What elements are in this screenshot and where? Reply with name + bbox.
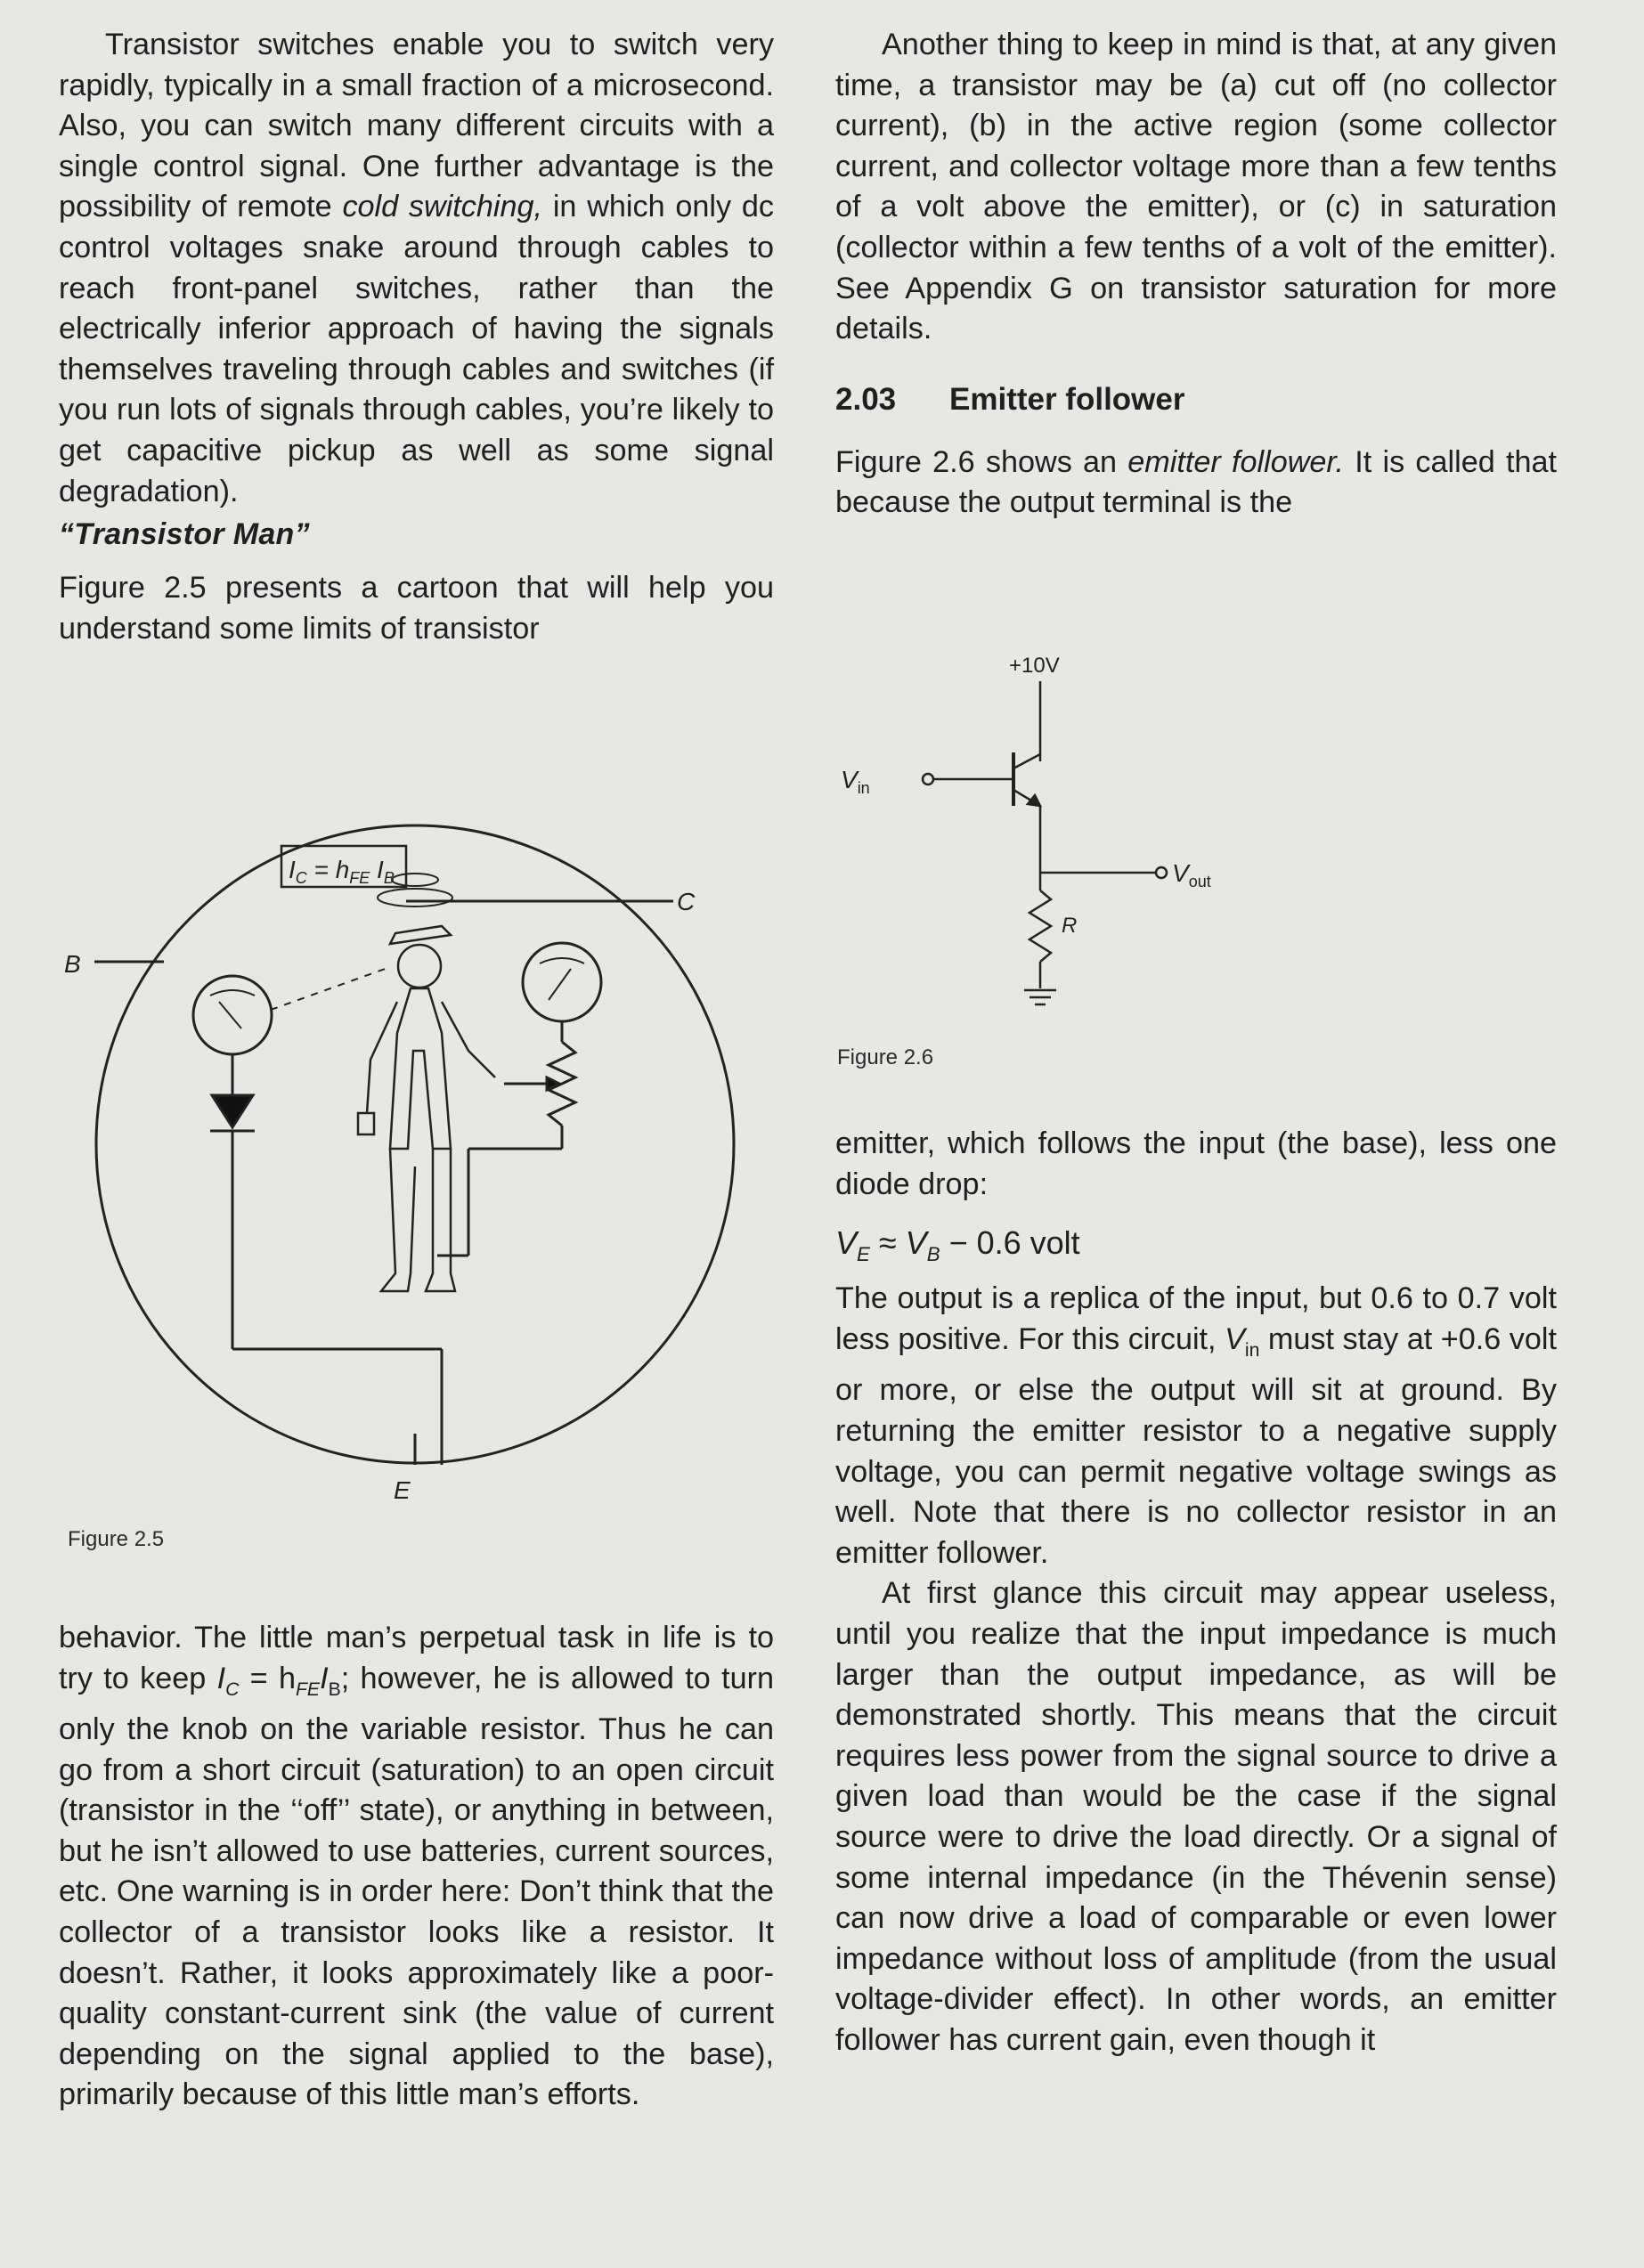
label-emitter: E	[394, 1476, 411, 1504]
paragraph-emitter-follows: emitter, which follows the input (the base), less one diode drop:	[835, 1126, 1557, 1201]
svg-text:Vout: $V_{out}$	[1172, 859, 1211, 890]
transistor-man	[358, 926, 495, 1291]
left-column-lower	[59, 1618, 774, 2116]
right-column-lower	[835, 1124, 1557, 2061]
figure-2-5-caption: Figure 2.5	[68, 1527, 165, 1551]
label-base: B	[64, 950, 81, 978]
diode-icon	[212, 1095, 253, 1127]
transistor-man-cartoon	[59, 810, 774, 1576]
figure-2-6-caption: Figure 2.6	[837, 1045, 934, 1069]
left-column	[59, 25, 774, 649]
resistor-label: R	[1062, 914, 1078, 938]
label-collector: C	[677, 888, 696, 915]
paragraph-figure-2-6-intro: Figure 2.6 shows an emitter follower. It is called that because the output terminal is the	[835, 444, 1558, 520]
svg-text:Vin: $V_{in}$	[841, 766, 870, 797]
svg-text:IC = hFE IB: $I_C = h_{FE}$ $I_B$	[289, 856, 395, 887]
paragraph-transistor-man-behavior: behavior. The little man’s perpetual task in life is to try to keep $I_C = h_{FE}I_B$; however, he is allowed to turn only the knob on the variable resistor. Thus he can go from a short circuit (saturation) to an open circuit (transistor in the ‘‘off’’ state), or anything in between, but he isn’t allowed to use batteries, current sources, etc. One warning is in order here: Don’t think that the collector of a transistor looks like a resistor. It doesn’t. Rather, it looks approximately like a poor-quality constant-current sink (the value of current depending on the signal applied to the base), primarily because of this little man’s efforts.	[59, 1621, 774, 2112]
paragraph-figure-2-5-intro: Figure 2.5 presents a cartoon that will help you understand some limits of transistor	[59, 571, 774, 646]
section-heading-emitter-follower: 2.03 Emitter follower	[835, 381, 1185, 417]
resistor-icon	[1030, 890, 1051, 962]
paragraph-output-replica: The output is a replica of the input, but 0.6 to 0.7 volt less positive. For this circuit, $V_{in}$ must stay at +0.6 volt or more, or else the output will sit at ground. By returning the emitter resistor to a negative supply voltage, you can permit negative voltage swings as well. Note that there is no collector resistor in an emitter follower.	[835, 1281, 1557, 1570]
paragraph-transistor-states: Another thing to keep in mind is that, at any given time, a transistor may be (a) cut off (no collector current), (b) in the active region (some collector current, and collector voltage more than a few tenths of a volt above the emitter), or (c) in saturation (collector within a few tenths of a volt of the emitter). See Appendix G on transistor saturation for more details.	[835, 28, 1557, 346]
equation-ve-vb: $V_E \approx V_B - 0.6$ volt	[835, 1224, 1080, 1266]
paragraph-first-glance: At first glance this circuit may appear useless, until you realize that the input impedance is much larger than the output impedance, as will be demonstrated shortly. This means that the circuit requires less power from the signal source to drive a given load than would be the case if the signal source were to drive the load directly. Or a signal of some internal impedance (in the Thévenin sense) can now drive a load of comparable or even lower impedance without loss of amplitude (from the usual voltage-divider effect). In other words, an emitter follower has current gain, even though it	[835, 1576, 1557, 2057]
supply-label: +10V	[1009, 654, 1060, 678]
runin-heading-transistor-man: “Transistor Man”	[59, 517, 310, 552]
figure-2-5	[59, 810, 774, 1576]
transistor-circle	[96, 825, 734, 1463]
paragraph-transistor-switches: Transistor switches enable you to switch very rapidly, typically in a small fraction of a microsecond. Also, you can switch many different circuits with a single control signal. One further advantage is the possibility of remote cold switching, in which only dc control voltages snake around through cables to reach front-panel switches, rather than the electrically inferior approach of having the signals themselves traveling through cables and switches (if you run lots of signals through cables, you’re likely to get capacitive pickup as well as some signal degradation).	[59, 28, 774, 508]
figure-2-6	[835, 654, 1281, 1082]
right-column	[835, 25, 1557, 524]
emitter-follower-schematic	[835, 654, 1281, 1082]
emphasis-cold-switching: cold switching,	[342, 190, 543, 224]
base-meter	[193, 976, 272, 1054]
